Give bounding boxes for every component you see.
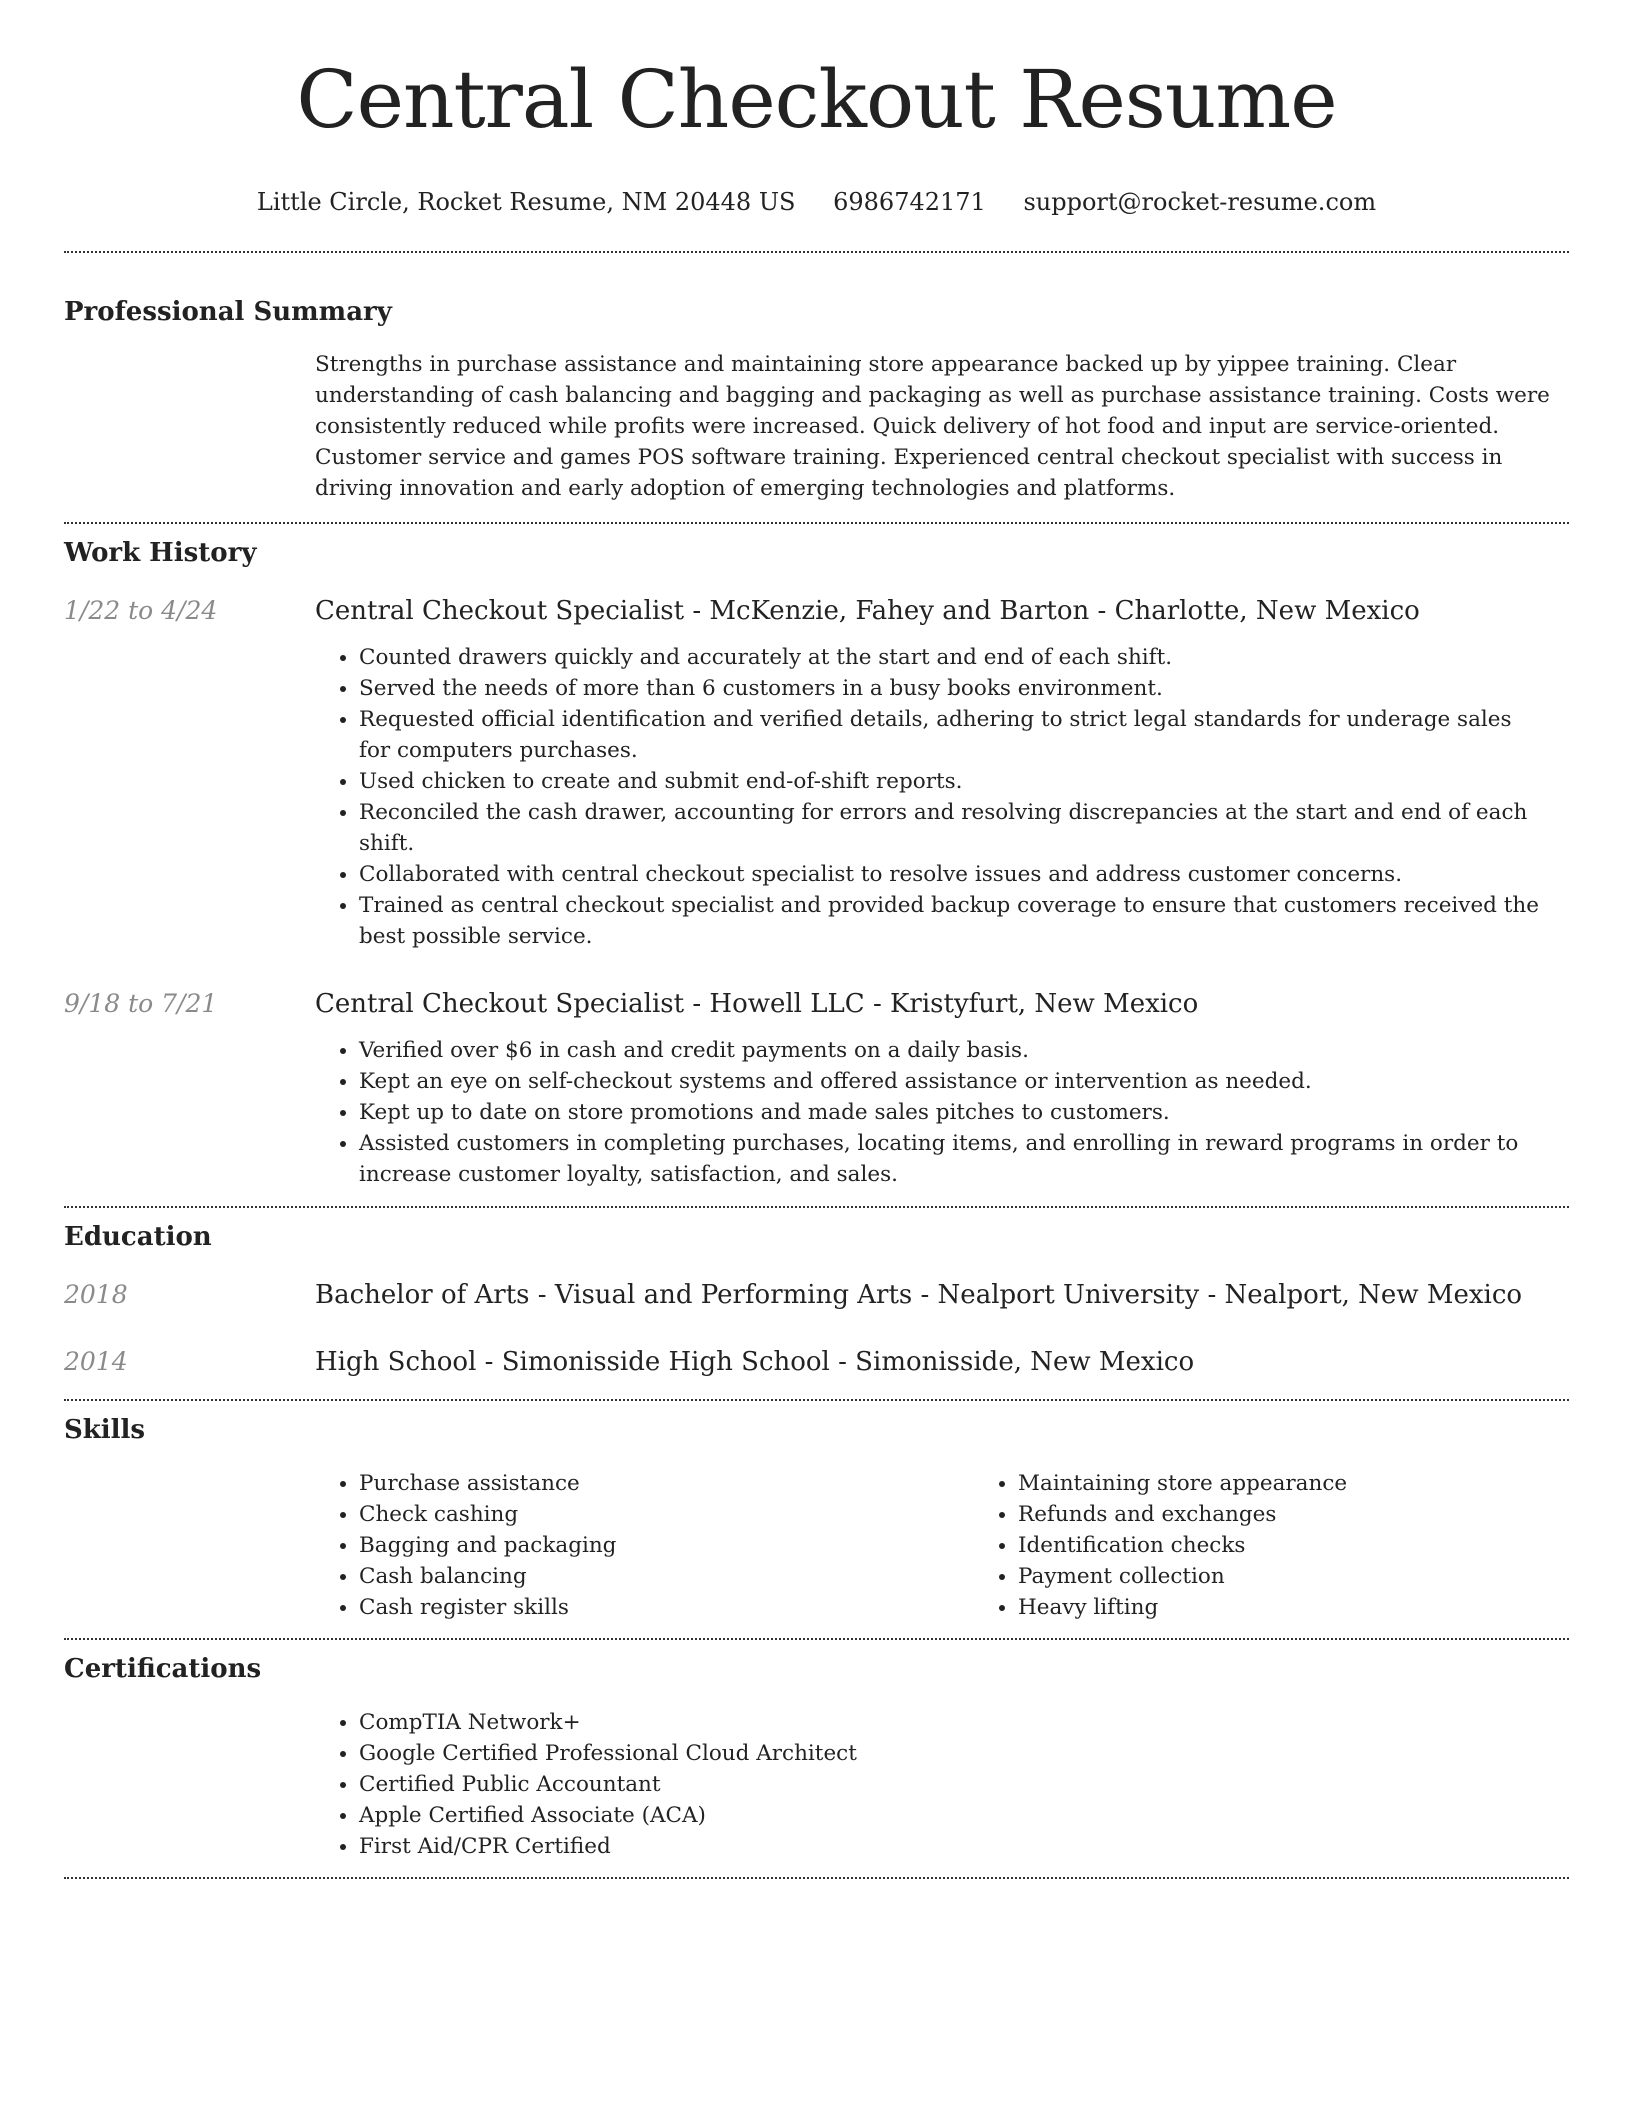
skill-item: • Maintaining store appearance [1018,1468,1632,1499]
job-heading: Central Checkout Specialist - McKenzie, Fahey and Barton - Charlotte, New Mexico [315,596,1420,626]
section-divider [64,1206,1569,1208]
section-divider [64,1399,1569,1401]
education-year: 2014 [64,1347,128,1376]
education-section [64,1221,1569,1378]
skill-item: • Refunds and exchanges [1018,1499,1632,1530]
summary-section [64,296,1569,504]
section-title-education: Education [64,1222,212,1252]
resume-page [64,0,1569,1879]
education-year: 2018 [64,1280,128,1309]
skills-list-left [315,1468,974,1623]
education-entry [64,1279,1569,1311]
job-bullet: • Trained as central checkout specialist and provided backup coverage to ensure that customers received the best possible service. [359,890,1569,952]
section-title-work-history: Work History [64,538,257,568]
job-bullet: • Counted drawers quickly and accurately at the start and end of each shift. [359,642,1569,673]
job-bullets [315,642,1569,952]
summary-text: Strengths in purchase assistance and maintaining store appearance backed up by yippee training. Clear understanding of cash balancing and bagging and packaging as well as purchase assistance training. Costs were consistently reduced while profits were increased. Quick delivery of hot food and input are service-oriented. Customer service and games POS software training. Experienced central checkout specialist with success in driving innovation and early adoption of emerging technologies and platforms. [315,352,1550,501]
certifications-list [315,1707,1569,1862]
section-title-skills: Skills [64,1415,146,1445]
skills-grid [315,1468,1632,1623]
certification-item: • Google Certified Professional Cloud Architect [359,1738,1569,1769]
skill-item: • Identification checks [1018,1530,1632,1561]
skill-item: • Check cashing [359,1499,974,1530]
section-title-summary: Professional Summary [64,297,392,327]
section-divider [64,1638,1569,1640]
education-entry [64,1346,1569,1378]
job-bullet: • Assisted customers in completing purchases, locating items, and enrolling in reward programs in order to increase customer loyalty, satisfaction, and sales. [359,1128,1569,1190]
education-heading: Bachelor of Arts - Visual and Performing Arts - Nealport University - Nealport, New Mexico [315,1280,1523,1310]
work-history-section [64,537,1569,1190]
contact-address: Little Circle, Rocket Resume, NM 20448 US [256,188,796,216]
certification-item: • CompTIA Network+ [359,1707,1569,1738]
certifications-section [64,1653,1569,1862]
contact-phone: 6986742171 [833,188,986,216]
section-divider [64,522,1569,524]
section-divider [64,1877,1569,1879]
job-bullet: • Served the needs of more than 6 customers in a busy books environment. [359,673,1569,704]
skill-item: • Bagging and packaging [359,1530,974,1561]
job-dates: 9/18 to 7/21 [64,989,218,1018]
skill-item: • Cash register skills [359,1592,974,1623]
job-bullet: • Verified over $6 in cash and credit payments on a daily basis. [359,1035,1569,1066]
job-entry [64,988,1569,1190]
certification-item: • First Aid/CPR Certified [359,1831,1569,1862]
job-bullet: • Requested official identification and verified details, adhering to strict legal standards for underage sales for computers purchases. [359,704,1569,766]
section-divider [64,251,1569,253]
job-bullet: • Kept an eye on self-checkout systems and offered assistance or intervention as needed. [359,1066,1569,1097]
skill-item: • Cash balancing [359,1561,974,1592]
job-entry [64,595,1569,952]
contact-line [64,186,1569,218]
skill-item: • Payment collection [1018,1561,1632,1592]
job-dates: 1/22 to 4/24 [64,596,218,625]
job-bullet: • Used chicken to create and submit end-of-shift reports. [359,766,1569,797]
skill-item: • Heavy lifting [1018,1592,1632,1623]
job-bullets [315,1035,1569,1190]
job-heading: Central Checkout Specialist - Howell LLC - Kristyfurt, New Mexico [315,989,1199,1019]
job-bullet: • Reconciled the cash drawer, accounting for errors and resolving discrepancies at the start and end of each shift. [359,797,1569,859]
certification-item: • Certified Public Accountant [359,1769,1569,1800]
section-title-certifications: Certifications [64,1654,262,1684]
certification-item: • Apple Certified Associate (ACA) [359,1800,1569,1831]
contact-email: support@rocket-resume.com [1023,188,1377,216]
resume-title: Central Checkout Resume [296,53,1337,146]
skills-list-right [974,1468,1632,1623]
job-bullet: • Collaborated with central checkout specialist to resolve issues and address customer concerns. [359,859,1569,890]
job-bullet: • Kept up to date on store promotions and made sales pitches to customers. [359,1097,1569,1128]
skill-item: • Purchase assistance [359,1468,974,1499]
education-heading: High School - Simonisside High School - Simonisside, New Mexico [315,1347,1195,1377]
skills-section [64,1414,1569,1623]
